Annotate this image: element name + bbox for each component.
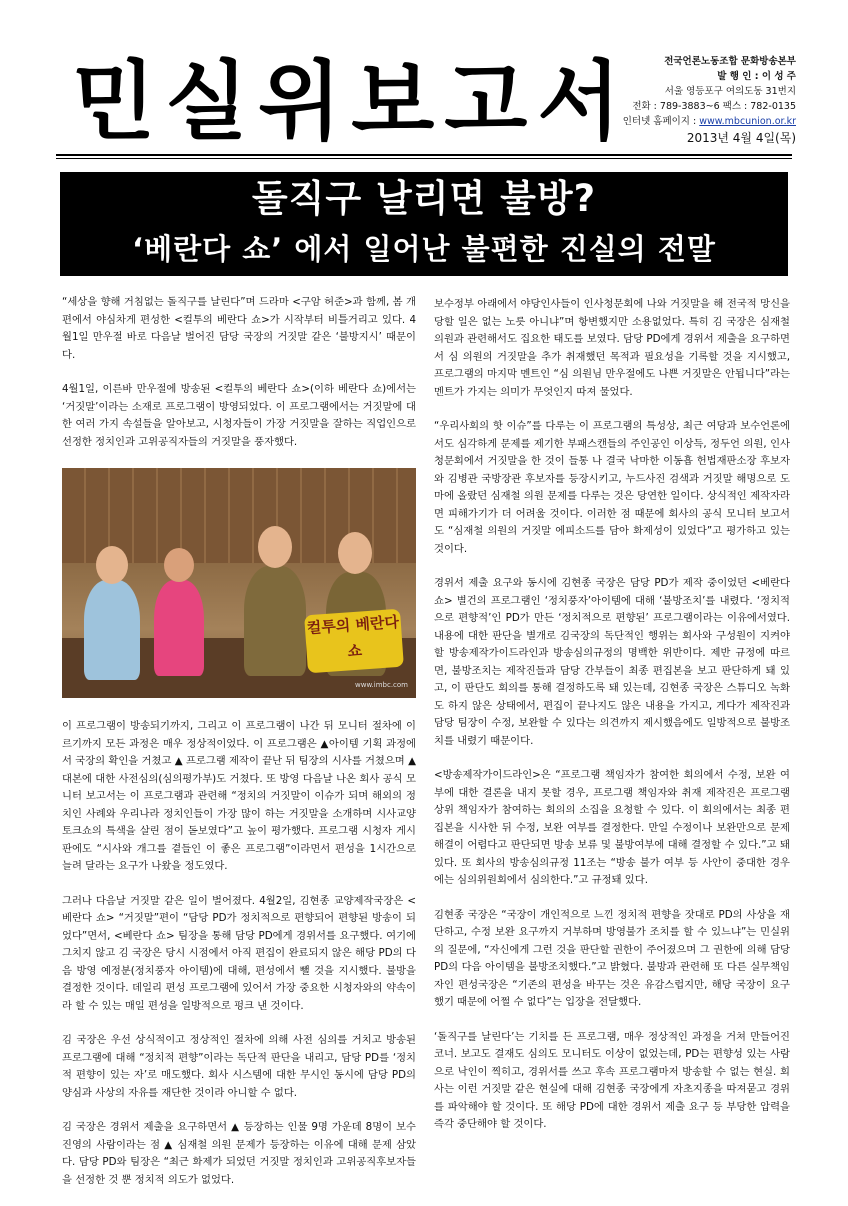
paragraph: “우리사회의 핫 이슈”를 다루는 이 프로그램의 특성상, 최근 여당과 보수언론에서도 심각하게 문제를 제기한 부패스캔들의 주인공인 이상득, 정두언 의원, 인사청문회에서 거짓말을 한 것이 들통 나 결국 낙마한 이동흡 헌법재판소장 후보자와 김병관 국방장관 후보자를 등장시키고, 누드사진 검색과 거짓말 해명으로 도마에 올랐던 심재철 의원 문제를 다루는 것은 당연한 일이다. 상식적인 제작자라면 피해가기가 더 어려울 것이다. 이러한 점 때문에 회사의 공식 모니터 보고서도 “심재철 의원의 거짓말 에피소드를 담아 화제성이 있었다”고 평가하고 있는 것이다. <box>434 420 790 555</box>
show-logo: 컬투의 베란다쇼 <box>304 609 404 674</box>
headline-banner <box>60 172 788 276</box>
masthead-divider <box>56 154 792 156</box>
person-head <box>164 548 194 582</box>
publisher-info <box>596 54 796 146</box>
paragraph: 김현종 국장은 “국장이 개인적으로 느낀 정치적 편향을 잣대로 PD의 사상을 재단하고, 수정 보완 요구까지 거부하며 방영불가 조치를 할 수 있느냐”는 민실위의 질문에, “자신에게 그런 것을 판단할 권한이 주어졌으며 그 권한에 의해 담당 PD의 다음 아이템을 불방조치했다.”고 밝혔다. 불방과 관련해 또 다른 실무책임자인 편성국장은 “기존의 편성을 바꾸는 것은 유감스럽지만, 해당 국장이 요구했기 때문에 어쩔 수 없다”는 입장을 전달했다. <box>434 908 790 1008</box>
paragraph: <방송제작가이드라인>은 “프로그램 책임자가 참여한 회의에서 수정, 보완 여부에 대한 결론을 내지 못할 경우, 프로그램 책임자와 취재 제작진은 프로그램 상위 책임자가 참여하는 회의의 소집을 요청할 수 있다. 이 회의에서는 최종 편집본을 시사한 뒤 수정, 보완 여부를 결정한다. 만일 수정이나 보완만으로 문제해결이 어렵다고 판단되면 방송 보류 및 불방여부에 대해 결정할 수 있다.”고 돼 있다. 또 회사의 방송심의규정 11조는 “방송 불가 여부 등 사안이 중대한 경우에는 심의위원회에서 심의한다.”고 규정돼 있다. <box>434 769 790 886</box>
address-line: 서울 영등포구 여의도동 31번지 <box>664 86 796 97</box>
homepage-line <box>596 114 796 129</box>
homepage-link[interactable]: www.mbcunion.or.kr <box>699 116 796 127</box>
show-photo <box>62 468 416 698</box>
photo-credit: www.imbc.com <box>355 680 408 689</box>
right-column <box>434 296 790 1151</box>
person-figure <box>154 580 204 676</box>
contact-line: 전화 : 789-3883~6 팩스 : 782-0135 <box>632 101 796 112</box>
paragraph: 그러나 다음날 거짓말 같은 일이 벌어졌다. 4월2일, 김현종 교양제작국장은 <베란다 쇼> “거짓말”편이 “담당 PD가 정치적으로 편향되어 편향된 방송이 되었다”면서, <베란다 쇼> 팀장을 통해 담당 PD에게 경위서를 요구했다. 여기에 그치지 않고 김 국장은 당시 시점에서 아직 편집이 완료되지 않은 해당 PD의 다음 방영 예정분(정치풍자 아이템)에 대해, 편성에서 뺄 것을 지시했다. 불방을 결정한 것이다. 데일리 편성 프로그램에 있어서 가장 중요한 시청자와의 약속이라 할 수 있는 매일 편성을 일방적으로 펑크 낸 것이다. <box>62 894 416 1012</box>
homepage-label: 인터넷 홈페이지 : <box>622 116 700 127</box>
paragraph: 경위서 제출 요구와 동시에 김현종 국장은 담당 PD가 제작 중이었던 <베란다 쇼> 별건의 프로그램인 ‘정치풍자’아이템에 대해 ‘불방조치’를 내렸다. ‘정치적으로 편향적’인 PD가 만든 ‘정치적으로 편향된’ 프로그램이라는 이유에서였다. 내용에 대한 판단을 별개로 김국장의 독단적인 행위는 회사와 구성원이 지켜야할 방송제작가이드라인과 방송심의규정의 명백한 위반이다. 제반 규정에 따르면, 불방조치는 제작진들과 담당 간부들이 최종 편집본을 보고 판단하게 돼 있고, 이 판단도 회의를 통해 결정하도록 돼 있는데, 김현종 국장은 스튜디오 녹화도 하지 않은 상태에서, 편집이 끝나지도 않은 내용을 가지고, 게다가 제작진과 담당 팀장이 수정, 보완할 수 있다는 의견까지 제시했음에도 일방적으로 불방조치를 내렸기 때문이다. <box>434 577 790 747</box>
paragraph: 김 국장은 우선 상식적이고 정상적인 절차에 의해 사전 심의를 거치고 방송된 프로그램에 대해 “정치적 편향”이라는 독단적 판단을 내리고, 담당 PD를 ‘정치적 편향이 있는 자’로 매도했다. 회사 시스템에 대한 무시인 동시에 담당 PD의 양심과 사상의 자유를 재단한 것이라 아니할 수 없다. <box>62 1034 416 1099</box>
masthead-divider-thin <box>56 158 792 159</box>
paragraph: 보수정부 아래에서 야당인사들이 인사청문회에 나와 거짓말을 해 전국적 망신을 당할 일은 없는 노릇 아니냐”며 항변했지만 소용없었다. 특히 김 국장은 심재철 의원과 관련해서도 집요한 태도를 보였다. 담당 PD에게 경위서 제출을 요구하면서 심 의원의 거짓말을 추가 취재했던 목적과 필요성을 기록할 것을 지시했고, 프로그램의 마지막 멘트인 “심 의원님 만우절에도 나쁜 거짓말은 안됩니다”라는 멘트가 가지는 의미가 무엇인지 따져 물었다. <box>434 298 790 398</box>
newsletter-title: 민실위보고서 <box>72 52 631 152</box>
paragraph: “세상을 향해 거침없는 돌직구를 날린다”며 드라마 <구암 허준>과 함께, 봄 개편에서 야심차게 편성한 <컬투의 베란다 쇼>가 시작부터 비틀거리고 있다. 4월1일 만우절 바로 다음날 벌어진 담당 국장의 거짓말 같은 ‘불방지시’ 때문이다. <box>62 296 416 361</box>
person-head <box>96 546 128 584</box>
issuer-line: 발 행 인 : 이 성 주 <box>717 71 796 82</box>
headline-sub: ‘베란다 쇼’ 에서 일어난 불편한 진실의 전말 <box>132 232 716 266</box>
publisher-line: 전국언론노동조합 문화방송본부 <box>664 56 796 67</box>
paragraph: 김 국장은 경위서 제출을 요구하면서 ▲ 등장하는 인물 9명 가운데 8명이 보수진영의 사람이라는 점 ▲ 심재철 의원 문제가 등장하는 이유에 대해 문제 삼았다. 담당 PD와 팀장은 “최근 화제가 되었던 거짓말 정치인과 고위공직후보자들을 선정한 것 뿐 정치적 의도가 없었다. <box>62 1121 416 1186</box>
person-figure <box>84 580 140 680</box>
paragraph: 이 프로그램이 방송되기까지, 그리고 이 프로그램이 나간 뒤 모니터 절차에 이르기까지 모든 과정은 매우 정상적이었다. 이 프로그램은 ▲아이템 기획 과정에서 국장의 확인을 거쳤고 ▲ 프로그램 제작이 끝난 뒤 팀장의 시사를 거쳤으며 ▲ 대본에 대한 사전심의(심의평가부)도 거쳤다. 또 방영 다음날 나온 회사 공식 모니터 보고서는 이 프로그램과 관련해 “정치의 거짓말이 이슈가 되며 해외의 정치인 사례와 우리나라 정치인들이 가장 많이 하는 거짓말을 소개하며 시사교양토크쇼의 특색을 살린 점이 돋보였다”고 높이 평가했다. 프로그램 시청자 게시판에도 “시사와 개그를 곁들인 이 좋은 프로그램”이라면서 편성을 1시간으로 늘려 달라는 요구가 나왔을 정도였다. <box>62 720 416 872</box>
person-head <box>258 526 292 568</box>
issue-date: 2013년 4월 4일(목) <box>686 131 796 145</box>
person-figure <box>244 566 306 676</box>
person-head <box>338 532 372 574</box>
masthead <box>62 50 798 154</box>
left-column <box>62 294 416 1206</box>
paragraph: ‘돌직구를 날린다’는 기치를 든 프로그램, 매우 정상적인 과정을 거쳐 만들어진 코너. 보고도 결재도 심의도 모니터도 이상이 없었는데, PD는 편향성 있는 사람으로 낙인이 찍히고, 경위서를 쓰고 후속 프로그램마저 방송할 수 없는 현실. 회사는 이런 거짓말 같은 현실에 대해 김현종 국장에게 자초지종을 따져묻고 경위를 파악해야 할 것이다. 또 해당 PD에 대한 경위서 제출 요구 등 부당한 압력을 즉각 중단해야 할 것이다. <box>434 1030 790 1130</box>
headline-main: 돌직구 날리면 불방? <box>251 177 597 220</box>
paragraph: 4월1일, 이른바 만우절에 방송된 <컬투의 베란다 쇼>(이하 베란다 쇼)에서는 ‘거짓말’이라는 소재로 프로그램이 방영되었다. 이 프로그램에서는 거짓말에 대한 여러 가지 속설들을 알아보고, 시청자들이 가장 거짓말을 잘하는 직업인으로 선정한 정치인과 고위공직자들의 거짓말을 풍자했다. <box>62 383 416 448</box>
